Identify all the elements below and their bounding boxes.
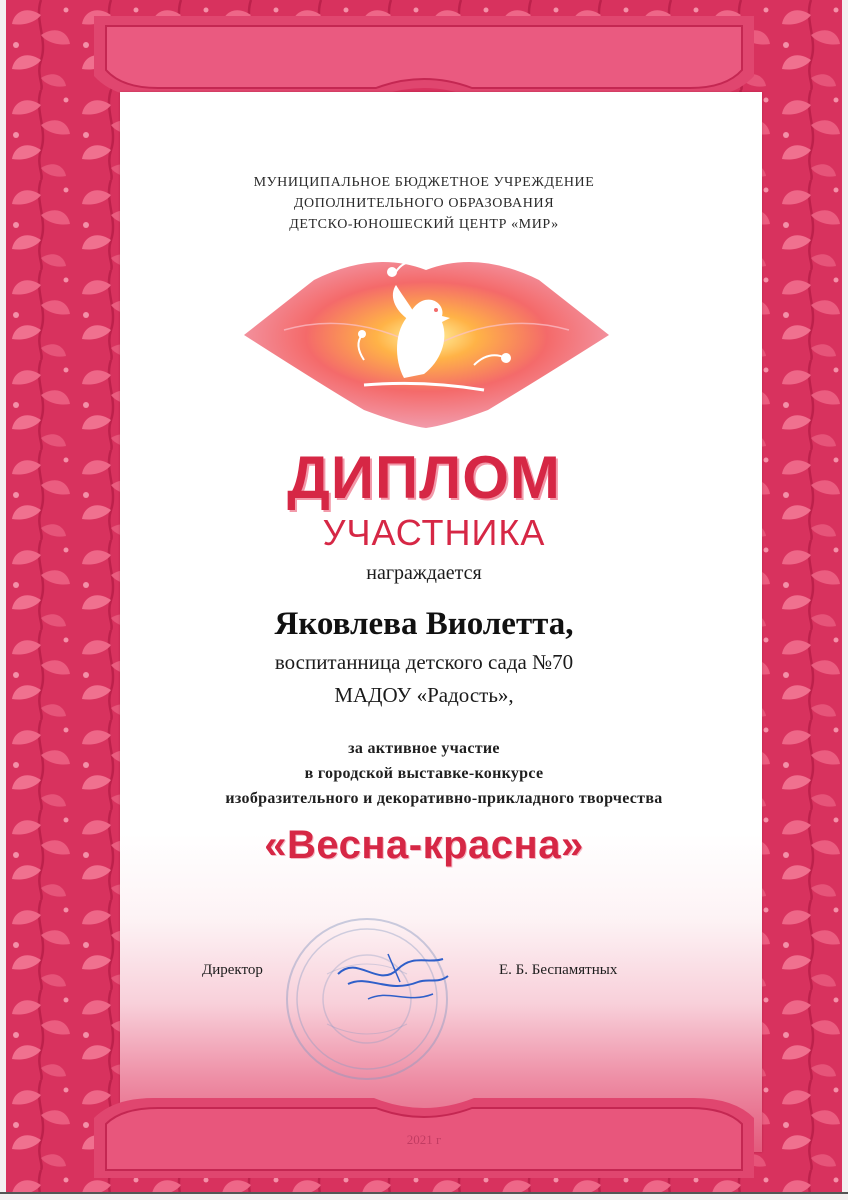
- contest-name: «Весна-красна»: [264, 823, 584, 867]
- director-position-label: Директор: [202, 962, 263, 978]
- organization-line-1: МУНИЦИПАЛЬНОЕ БЮДЖЕТНОЕ УЧРЕЖДЕНИЕ: [253, 175, 595, 190]
- organization-line-2: ДОПОЛНИТЕЛЬНОГО ОБРАЗОВАНИЯ: [293, 196, 555, 211]
- recipient-organization: МАДОУ «Радость»,: [334, 683, 514, 707]
- reason-line-2: в городской выставке-конкурсе: [304, 765, 544, 782]
- bird-on-branch-icon: [244, 250, 609, 430]
- diploma-subtitle: УЧАСТНИКА: [322, 512, 546, 553]
- director-name: Е. Б. Беспамятных: [499, 962, 618, 978]
- diploma-title: ДИПЛОМ: [287, 444, 561, 511]
- recipient-name: Яковлева Виолетта,: [274, 606, 574, 642]
- reason-line-3: изобразительного и декоративно-прикладного творчества: [225, 790, 663, 807]
- awarded-text: награждается: [366, 562, 482, 584]
- top-ribbon-banner: [54, 6, 794, 106]
- page-edge-line: [0, 1192, 848, 1194]
- organization-line-3: ДЕТСКО-ЮНОШЕСКИЙ ЦЕНТР «МИР»: [289, 217, 559, 232]
- issue-year: 2021 г: [406, 1132, 442, 1147]
- recipient-institution: воспитанница детского сада №70: [274, 650, 574, 674]
- director-signature: [328, 944, 458, 1014]
- reason-line-1: за активное участие: [348, 740, 500, 757]
